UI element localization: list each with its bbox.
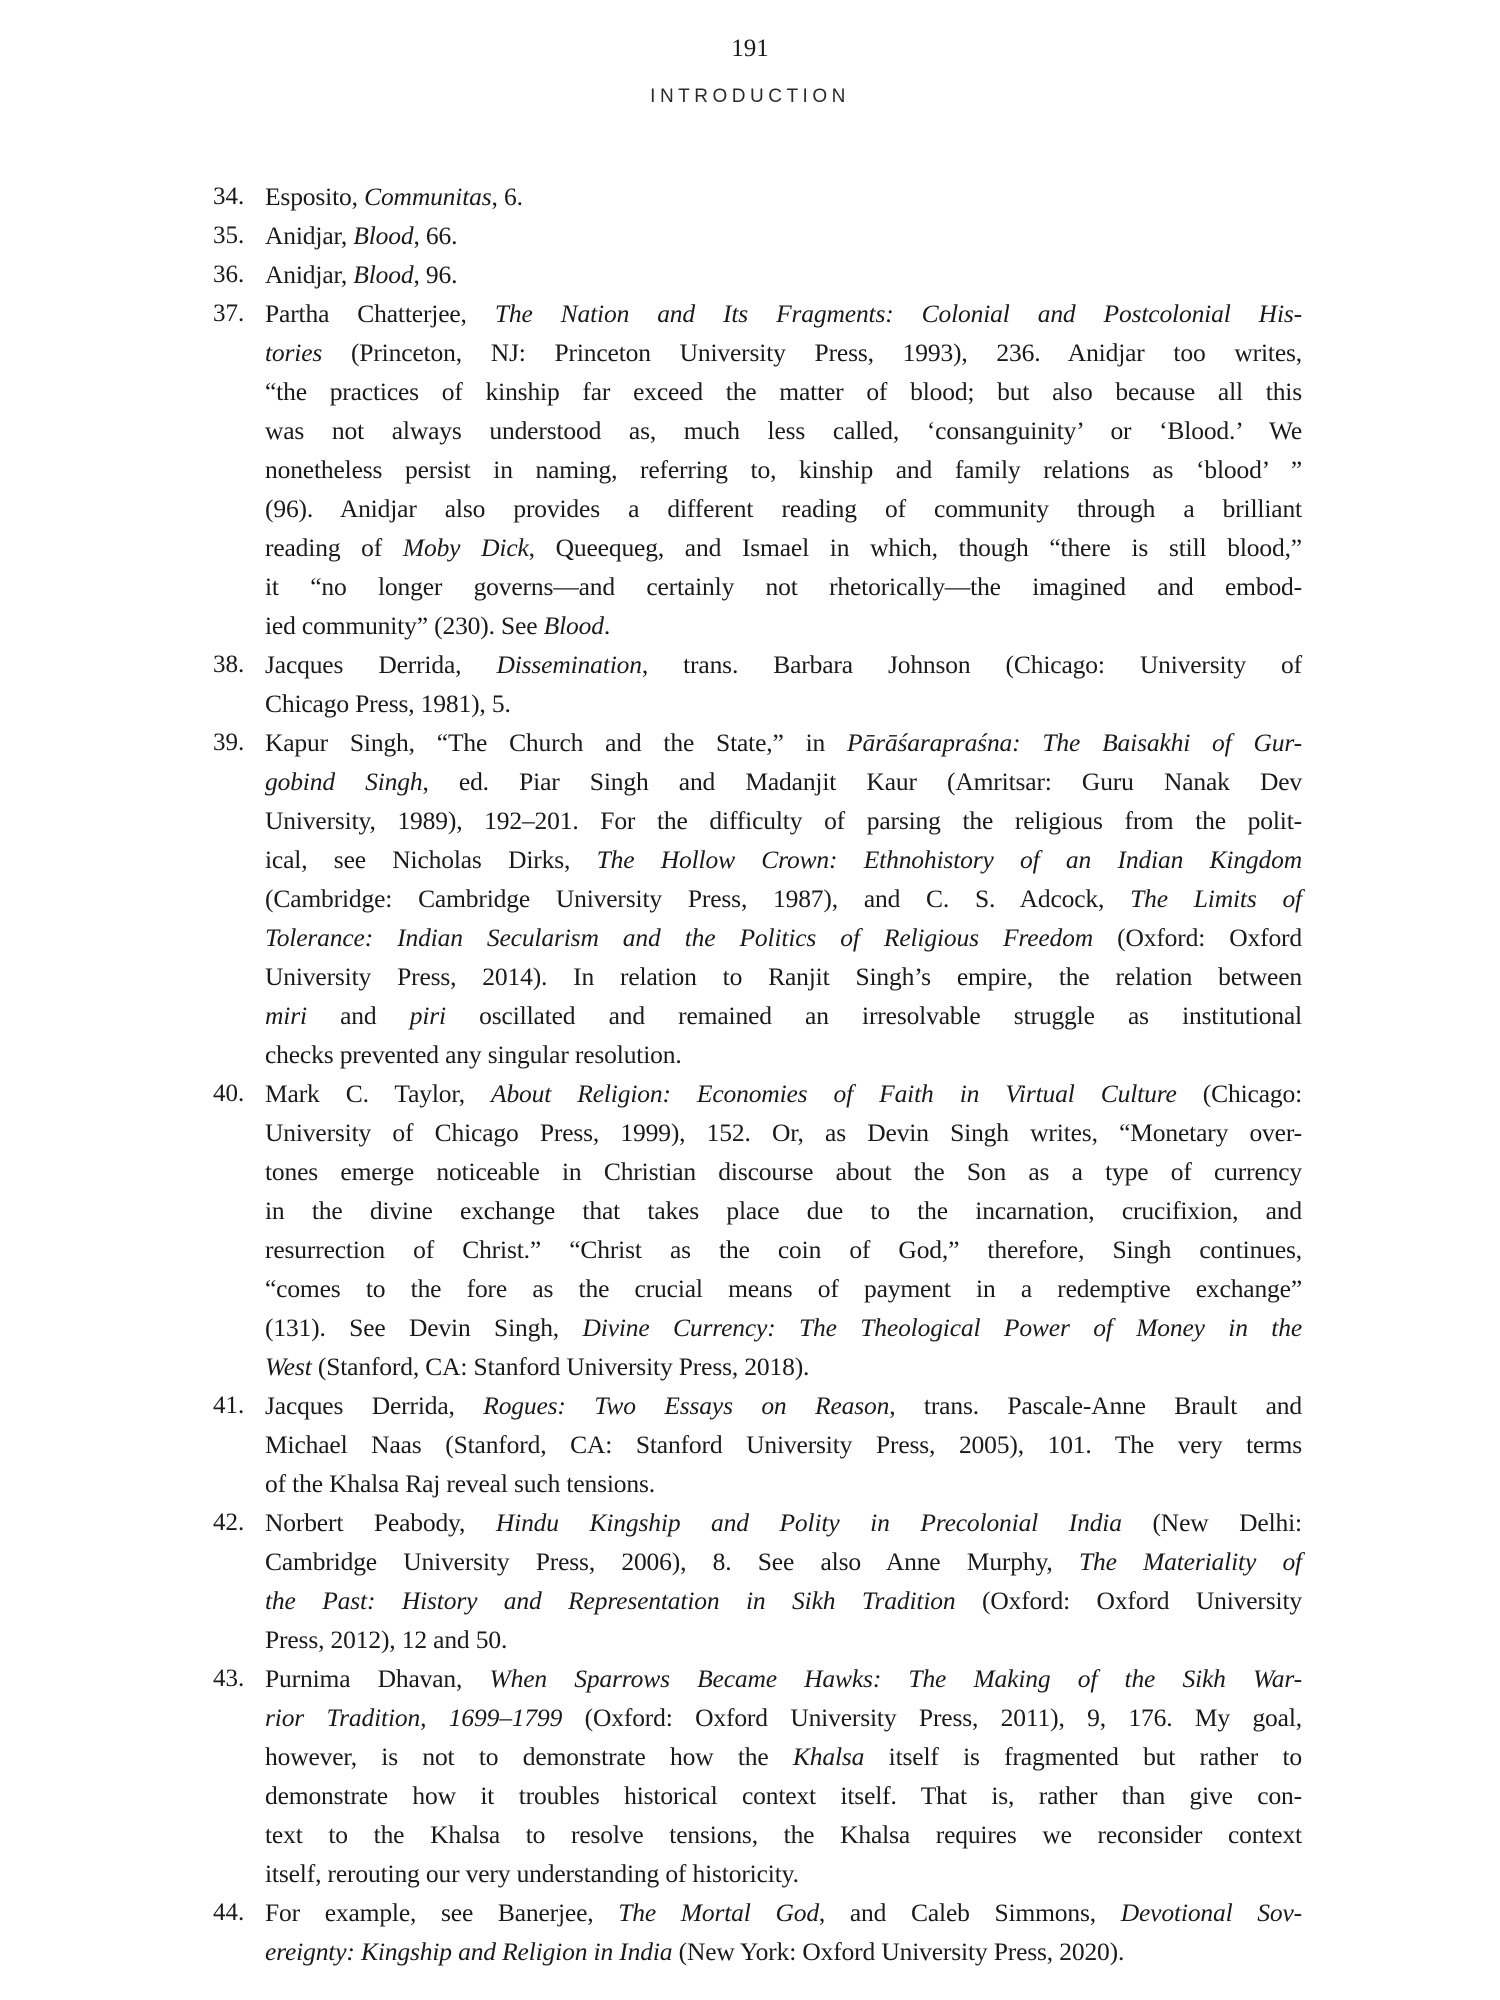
endnote bbox=[213, 255, 1302, 294]
endnote bbox=[213, 645, 1302, 723]
note-text: itself, rerouting our very understanding of historicity. bbox=[265, 1859, 799, 1888]
note-text: University of Chicago Press, 1999), 152. Or, as Devin Singh writes, “Monetary over- bbox=[265, 1118, 1302, 1147]
italic-title-text: gobind Singh bbox=[265, 767, 423, 796]
note-text: , 96. bbox=[413, 260, 458, 289]
endnote-line bbox=[265, 1113, 1302, 1152]
note-text: Press, 2012), 12 and 50. bbox=[265, 1625, 508, 1654]
endnote-line bbox=[265, 1698, 1302, 1737]
note-text: Purnima Dhavan, bbox=[265, 1664, 490, 1693]
endnote bbox=[213, 1074, 1302, 1386]
note-text: of the Khalsa Raj reveal such tensions. bbox=[265, 1469, 655, 1498]
endnote bbox=[213, 1503, 1302, 1659]
endnote-number: 38. bbox=[213, 651, 245, 678]
endnote-line bbox=[265, 411, 1302, 450]
endnote-line bbox=[265, 1659, 1302, 1698]
note-text: , 66. bbox=[413, 221, 458, 250]
endnote-line bbox=[265, 1581, 1302, 1620]
endnote-number: 43. bbox=[213, 1665, 245, 1692]
italic-title-text: About Religion: Economies of Faith in Virtual Culture bbox=[491, 1079, 1177, 1108]
endnote-line bbox=[265, 1269, 1302, 1308]
note-text: “comes to the fore as the crucial means of payment in a redemptive exchange” bbox=[265, 1274, 1302, 1303]
note-text: text to the Khalsa to resolve tensions, the Khalsa requires we reconsider context bbox=[265, 1820, 1302, 1849]
note-text: Jacques Derrida, bbox=[265, 650, 497, 679]
note-text: Esposito, bbox=[265, 182, 365, 211]
note-text: was not always understood as, much less called, ‘consanguinity’ or ‘Blood.’ We bbox=[265, 416, 1302, 445]
note-text: Michael Naas (Stanford, CA: Stanford University Press, 2005), 101. The very terms bbox=[265, 1430, 1302, 1459]
italic-title-text: rior Tradition, 1699–1799 bbox=[265, 1703, 563, 1732]
endnote bbox=[213, 294, 1302, 645]
italic-title-text: Blood bbox=[543, 611, 604, 640]
note-text: resurrection of Christ.” “Christ as the coin of God,” therefore, Singh continues, bbox=[265, 1235, 1302, 1264]
note-text: (Oxford: Oxford University Press, 2011), 9, 176. My goal, bbox=[562, 1703, 1302, 1732]
endnote bbox=[213, 177, 1302, 216]
italic-title-text: Dissemination bbox=[496, 650, 642, 679]
endnote-number: 39. bbox=[213, 729, 245, 756]
endnote-number: 42. bbox=[213, 1509, 245, 1536]
italic-title-text: tories bbox=[265, 338, 323, 367]
endnote-line bbox=[265, 1074, 1302, 1113]
endnote-line bbox=[265, 372, 1302, 411]
endnote-line bbox=[265, 606, 1302, 645]
endnote-line bbox=[265, 840, 1302, 879]
italic-title-text: Divine Currency: The Theological Power of Money in the bbox=[582, 1313, 1302, 1342]
endnote-line bbox=[265, 1230, 1302, 1269]
italic-title-text: Blood bbox=[353, 260, 414, 289]
endnote-number: 41. bbox=[213, 1392, 245, 1419]
note-text: however, is not to demonstrate how the bbox=[265, 1742, 793, 1771]
note-text: itself is fragmented but rather to bbox=[864, 1742, 1302, 1771]
note-text: (Cambridge: Cambridge University Press, 1987), and C. S. Adcock, bbox=[265, 884, 1131, 913]
endnote-line bbox=[265, 1620, 1302, 1659]
italic-title-text: Moby Dick bbox=[402, 533, 529, 562]
note-text: , trans. Barbara Johnson (Chicago: University of bbox=[641, 650, 1302, 679]
note-text: University Press, 2014). In relation to Ranjit Singh’s empire, the relation between bbox=[265, 962, 1302, 991]
note-text: . bbox=[603, 611, 611, 640]
note-text: oscillated and remained an irresolvable struggle as institutional bbox=[445, 1001, 1302, 1030]
endnote-line bbox=[265, 1035, 1302, 1074]
italic-title-text: West bbox=[265, 1352, 312, 1381]
endnote-number: 34. bbox=[213, 183, 245, 210]
italic-title-text: The Materiality of bbox=[1078, 1547, 1302, 1576]
note-text: Jacques Derrida, bbox=[265, 1391, 484, 1420]
running-head: INTRODUCTION bbox=[650, 86, 850, 107]
endnote-line bbox=[265, 1854, 1302, 1893]
note-text: (Stanford, CA: Stanford University Press, 2018). bbox=[311, 1352, 810, 1381]
endnote bbox=[213, 216, 1302, 255]
note-text: , trans. Pascale-Anne Brault and bbox=[889, 1391, 1302, 1420]
italic-title-text: When Sparrows Became Hawks: The Making of the Sikh War- bbox=[489, 1664, 1302, 1693]
italic-title-text: miri bbox=[265, 1001, 307, 1030]
endnote-line bbox=[265, 1542, 1302, 1581]
endnote-number: 44. bbox=[213, 1899, 245, 1926]
italic-title-text: Pārāśarapraśna: The Baisakhi of Gur- bbox=[847, 728, 1302, 757]
endnote-line bbox=[265, 723, 1302, 762]
endnote-line bbox=[265, 762, 1302, 801]
endnote bbox=[213, 1386, 1302, 1503]
endnote-line bbox=[265, 216, 1302, 255]
italic-title-text: Hindu Kingship and Polity in Precolonial India bbox=[495, 1508, 1122, 1537]
note-text: Chicago Press, 1981), 5. bbox=[265, 689, 511, 718]
note-text: For example, see Banerjee, bbox=[265, 1898, 619, 1927]
italic-title-text: Blood bbox=[353, 221, 414, 250]
italic-title-text: piri bbox=[409, 1001, 446, 1030]
endnote-number: 36. bbox=[213, 261, 245, 288]
note-text: Mark C. Taylor, bbox=[265, 1079, 492, 1108]
endnote-line bbox=[265, 801, 1302, 840]
endnote-line bbox=[265, 1308, 1302, 1347]
note-text: in the divine exchange that takes place due to the incarnation, crucifixion, and bbox=[265, 1196, 1302, 1225]
note-text: University, 1989), 192–201. For the difficulty of parsing the religious from the polit- bbox=[265, 806, 1302, 835]
endnote-number: 35. bbox=[213, 222, 245, 249]
italic-title-text: ereignty: Kingship and Religion in India bbox=[265, 1937, 673, 1966]
endnote bbox=[213, 1659, 1302, 1893]
note-text: Norbert Peabody, bbox=[265, 1508, 496, 1537]
note-text: it “no longer governs—and certainly not rhetorically—the imagined and embod- bbox=[265, 572, 1302, 601]
italic-title-text: Khalsa bbox=[792, 1742, 865, 1771]
note-text: ied community” (230). See bbox=[265, 611, 544, 640]
note-text: Kapur Singh, “The Church and the State,” in bbox=[265, 728, 848, 757]
endnote-line bbox=[265, 489, 1302, 528]
note-text: (131). See Devin Singh, bbox=[265, 1313, 583, 1342]
note-text: (Chicago: bbox=[1176, 1079, 1302, 1108]
note-text: Partha Chatterjee, bbox=[265, 299, 495, 328]
note-text: , 6. bbox=[491, 182, 523, 211]
endnote-line bbox=[265, 1776, 1302, 1815]
note-text: tones emerge noticeable in Christian discourse about the Son as a type of currency bbox=[265, 1157, 1302, 1186]
endnote-line bbox=[265, 918, 1302, 957]
endnote-line bbox=[265, 1815, 1302, 1854]
endnote-line bbox=[265, 879, 1302, 918]
note-text: “the practices of kinship far exceed the matter of blood; but also because all this bbox=[265, 377, 1302, 406]
note-text: Anidjar, bbox=[265, 221, 354, 250]
italic-title-text: The Hollow Crown: Ethnohistory of an Indian Kingdom bbox=[596, 845, 1302, 874]
endnote-line bbox=[265, 1347, 1302, 1386]
endnote-line bbox=[265, 1893, 1302, 1932]
endnote-line bbox=[265, 1503, 1302, 1542]
note-text: and bbox=[306, 1001, 410, 1030]
endnote-number: 37. bbox=[213, 300, 245, 327]
endnote-line bbox=[265, 645, 1302, 684]
note-text: , ed. Piar Singh and Madanjit Kaur (Amritsar: Guru Nanak Dev bbox=[422, 767, 1302, 796]
italic-title-text: Communitas bbox=[364, 182, 492, 211]
note-text: , Queequeg, and Ismael in which, though “there is still blood,” bbox=[528, 533, 1302, 562]
page-number: 191 bbox=[731, 35, 769, 62]
endnote-line bbox=[265, 1464, 1302, 1503]
note-text: (96). Anidjar also provides a different reading of community through a brilliant bbox=[265, 494, 1302, 523]
note-text: (Oxford: Oxford University bbox=[955, 1586, 1302, 1615]
italic-title-text: The Mortal God bbox=[618, 1898, 819, 1927]
endnote-line bbox=[265, 1191, 1302, 1230]
italic-title-text: Rogues: Two Essays on Reason bbox=[483, 1391, 890, 1420]
endnote-number: 40. bbox=[213, 1080, 245, 1107]
endnote-line bbox=[265, 333, 1302, 372]
note-text: reading of bbox=[265, 533, 403, 562]
endnote-line bbox=[265, 450, 1302, 489]
note-text: ical, see Nicholas Dirks, bbox=[265, 845, 597, 874]
note-text: (New Delhi: bbox=[1121, 1508, 1302, 1537]
note-text: (Oxford: Oxford bbox=[1093, 923, 1302, 952]
italic-title-text: Devotional Sov- bbox=[1120, 1898, 1303, 1927]
endnote-line bbox=[265, 294, 1302, 333]
endnote-line bbox=[265, 1932, 1302, 1971]
endnote-line bbox=[265, 996, 1302, 1035]
note-text: checks prevented any singular resolution. bbox=[265, 1040, 682, 1069]
italic-title-text: the Past: History and Representation in Sikh Tradition bbox=[265, 1586, 956, 1615]
endnote-line bbox=[265, 255, 1302, 294]
note-text: , and Caleb Simmons, bbox=[818, 1898, 1121, 1927]
endnote bbox=[213, 723, 1302, 1074]
endnote-line bbox=[265, 1425, 1302, 1464]
note-text: (New York: Oxford University Press, 2020). bbox=[672, 1937, 1125, 1966]
note-text: Cambridge University Press, 2006), 8. See also Anne Murphy, bbox=[265, 1547, 1079, 1576]
italic-title-text: Tolerance: Indian Secularism and the Politics of Religious Freedom bbox=[265, 923, 1094, 952]
endnote-line bbox=[265, 567, 1302, 606]
italic-title-text: The Limits of bbox=[1130, 884, 1302, 913]
endnote-line bbox=[265, 177, 1302, 216]
endnote-line bbox=[265, 1152, 1302, 1191]
endnote bbox=[213, 1893, 1302, 1971]
note-text: Anidjar, bbox=[265, 260, 354, 289]
endnote-line bbox=[265, 1386, 1302, 1425]
endnotes-list bbox=[213, 177, 1302, 1971]
endnote-line bbox=[265, 528, 1302, 567]
endnote-line bbox=[265, 957, 1302, 996]
italic-title-text: The Nation and Its Fragments: Colonial and Postcolonial His- bbox=[494, 299, 1302, 328]
note-text: nonetheless persist in naming, referring to, kinship and family relations as ‘blood’ ” bbox=[265, 455, 1302, 484]
endnote-line bbox=[265, 684, 1302, 723]
endnote-line bbox=[265, 1737, 1302, 1776]
note-text: (Princeton, NJ: Princeton University Press, 1993), 236. Anidjar too writes, bbox=[322, 338, 1302, 367]
note-text: demonstrate how it troubles historical context itself. That is, rather than give con- bbox=[265, 1781, 1302, 1810]
